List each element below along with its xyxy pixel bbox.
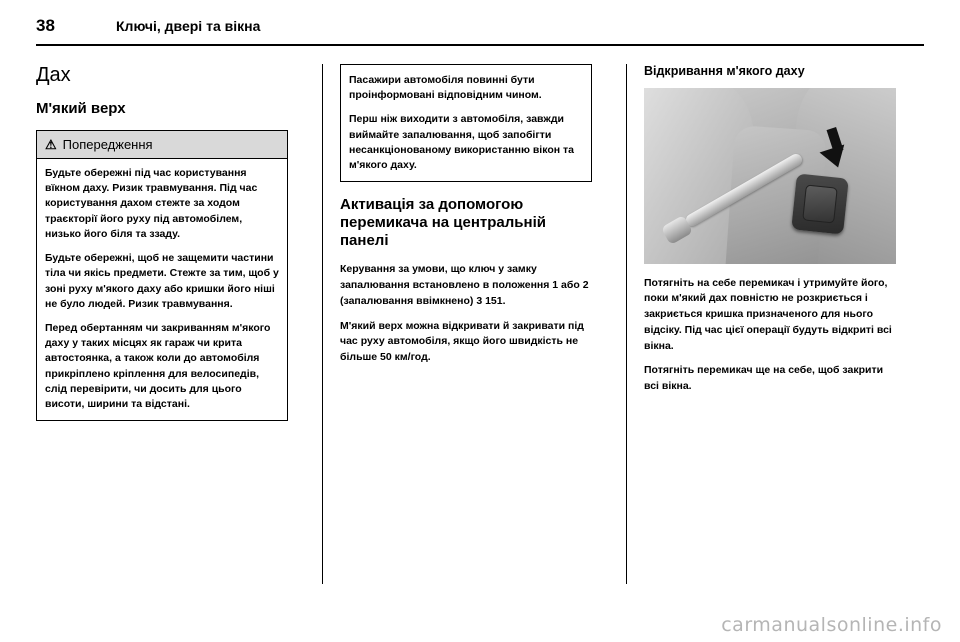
subsection-title-soft-top: М'який верх [36, 100, 126, 117]
roof-control-switch-photo [644, 88, 896, 264]
column-two [340, 64, 592, 366]
column-one [36, 64, 288, 431]
section-title-roof: Дах [36, 64, 71, 86]
subsection-title-switch-activation: Активація за допомогою перемикача на центральній панелі [340, 196, 546, 250]
column-divider-1 [322, 64, 323, 584]
warning-paragraph: Перш ніж виходити з автомобіля, завжди виймайте запалювання, щоб запобігти несанкціонованому використанню вікон та м'якого даху. [349, 113, 574, 172]
warning-label: Попередження [62, 137, 153, 152]
warning-header [37, 131, 287, 159]
body-paragraph: Керування за умови, що ключ у замку запалювання встановлено в положення 1 або 2 (запалювання ввімкнено) 3 151. [340, 263, 589, 307]
warning-continuation-box [340, 64, 592, 182]
subsection-title-open-soft-top: Відкривання м'якого даху [644, 64, 805, 78]
site-watermark: carmanualsonline.info [721, 614, 942, 636]
header-divider [36, 44, 924, 46]
body-paragraph: Потягніть на себе перемикач і утримуйте його, поки м'який дах повністю не розкриється і закриється кришка призначеного для нього відсіку. Під час цієї операції будуть відкриті всі вікна. [644, 276, 892, 352]
warning-paragraph: Пасажири автомобіля повинні бути проінформовані відповідним чином. [349, 74, 542, 102]
warning-box [36, 130, 288, 421]
warning-paragraph: Будьте обережні, щоб не защемити частини тіла чи якісь предмети. Стежте за тим, щоб у зоні руху м'якого даху або кришки його ніші не було людей. Ризик травмування. [45, 252, 279, 310]
body-paragraph: Потягніть перемикач ще на себе, щоб закрити всі вікна. [644, 364, 884, 393]
warning-body [37, 159, 287, 420]
page-header [36, 16, 924, 42]
page-number: 38 [36, 16, 55, 35]
warning-triangle-icon: ⚠ [45, 137, 57, 152]
warning-paragraph: Перед обертанням чи закриванням м'якого даху у таких місцях як гараж чи крита автостоянка, а також коли до автомобіля прикріплено кріплення для велосипедів, слід перевірити, чи досить для цього висоти, ширини та відстані. [45, 321, 271, 411]
header-chapter-title: Ключі, двері та вікна [116, 18, 261, 34]
body-paragraph: М'який верх можна відкривати й закривати під час руху автомобіля, якщо його швидкість не більше 50 км/год. [340, 319, 584, 364]
roof-switch-button-shape [802, 184, 838, 223]
column-three [644, 64, 896, 395]
warning-paragraph: Будьте обережні під час користування вїкном даху. Ризик травмування. Під час користування дахом стежте за ходом траєкторії його руху під автомобілем, низько його біля та ззаду. [45, 167, 258, 240]
column-divider-2 [626, 64, 627, 584]
